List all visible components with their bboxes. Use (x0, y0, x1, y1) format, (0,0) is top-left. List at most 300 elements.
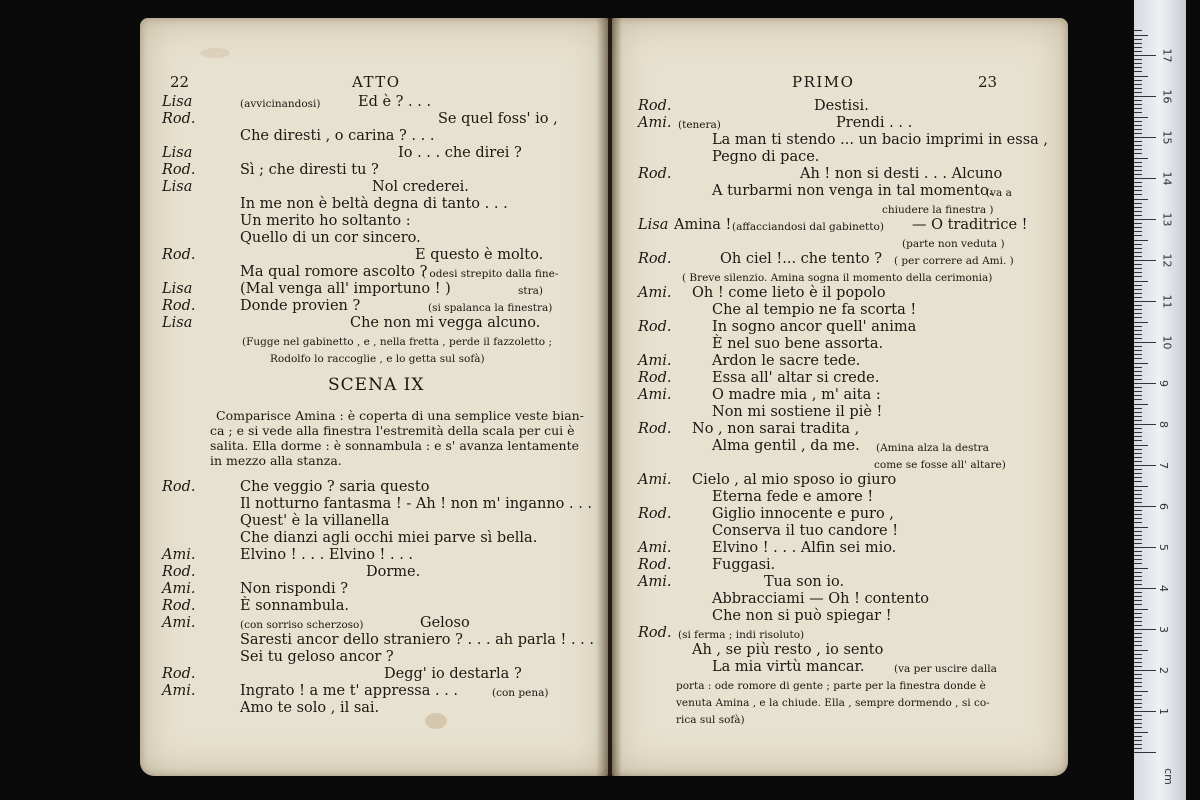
ruler-tick (1134, 84, 1142, 85)
stage-direction: (con pena) (492, 687, 549, 699)
ruler-tick (1134, 371, 1142, 372)
stage-direction: ( per correre ad Ami. ) (894, 255, 1014, 267)
speaker-name: Rod. (638, 166, 672, 182)
verse-line: La mia virtù mancar. (712, 659, 865, 675)
verse-line: Il notturno fantasma ! - Ah ! non m' inganno . . . (240, 496, 593, 512)
ruler-tick (1134, 510, 1142, 511)
speaker-name: Ami. (162, 547, 196, 563)
ruler-tick (1134, 297, 1142, 298)
ruler-tick (1134, 281, 1148, 282)
ruler-tick (1134, 440, 1142, 441)
ruler-tick (1134, 117, 1148, 118)
speaker-name: Lisa (162, 94, 193, 110)
ruler-tick (1134, 424, 1156, 425)
speaker-name: Ami. (638, 353, 672, 369)
speaker-name: Rod. (162, 111, 196, 127)
verse-line: Che non mi vegga alcuno. (350, 315, 541, 331)
ruler-tick (1134, 432, 1142, 433)
verse-line: Che non si può spiegar ! (712, 608, 892, 624)
ruler-tick (1134, 285, 1142, 286)
ruler-number: 15 (1160, 130, 1174, 145)
ruler-number: 1 (1157, 708, 1170, 715)
ruler-number: 17 (1160, 48, 1174, 63)
verse-line: O madre mia , m' aita : (712, 387, 881, 403)
verse-line: Degg' io destarla ? (384, 666, 522, 682)
ruler-tick (1134, 387, 1142, 388)
ruler-tick (1134, 264, 1142, 265)
speaker-name: Ami. (638, 115, 672, 131)
speaker-name: Lisa (162, 281, 193, 297)
ruler-tick (1134, 182, 1142, 183)
ruler-tick (1134, 162, 1142, 163)
ruler-tick (1134, 580, 1142, 581)
ruler-number: 11 (1160, 294, 1174, 309)
speaker-name: Lisa (638, 217, 669, 233)
verse-line: È nel suo bene assorta. (712, 336, 884, 352)
ruler-tick (1134, 272, 1142, 273)
speaker-name: Lisa (162, 179, 193, 195)
ruler-tick (1134, 346, 1142, 347)
ruler-tick (1134, 481, 1142, 482)
ruler-tick (1134, 231, 1142, 232)
ruler-tick (1134, 92, 1142, 93)
ruler-tick (1134, 170, 1142, 171)
ruler-tick (1134, 707, 1142, 708)
ruler-tick (1134, 469, 1142, 470)
ruler-tick (1134, 375, 1142, 376)
ruler-number: 16 (1160, 89, 1174, 104)
verse-line: Oh ciel !... che tento ? (720, 251, 883, 267)
ruler-tick (1134, 96, 1156, 97)
ruler-tick (1134, 715, 1142, 716)
ruler-tick (1134, 711, 1156, 712)
speaker-name: Lisa (162, 145, 193, 161)
ruler-tick (1134, 420, 1142, 421)
ruler-tick (1134, 350, 1142, 351)
ruler-tick (1134, 732, 1148, 733)
ruler-tick (1134, 260, 1156, 261)
speaker-name: Lisa (162, 315, 193, 331)
ruler-tick (1134, 588, 1156, 589)
ruler-tick (1134, 166, 1142, 167)
ruler-number: 2 (1157, 667, 1170, 674)
stage-direction: ( odesi strepito dalla fine- (422, 268, 559, 280)
ruler-tick (1134, 473, 1142, 474)
ruler-tick (1134, 47, 1142, 48)
verse-line: Nol crederei. (372, 179, 469, 195)
ruler-tick (1134, 76, 1148, 77)
speaker-name: Rod. (638, 625, 672, 641)
ruler-tick (1134, 654, 1142, 655)
ruler-tick (1134, 650, 1148, 651)
speaker-name: Rod. (638, 557, 672, 573)
ruler-unit: cm (1161, 768, 1175, 785)
verse-line: Ah , se più resto , io sento (692, 642, 884, 658)
speaker-name: Rod. (162, 666, 196, 682)
ruler-tick (1134, 203, 1142, 204)
ruler-tick (1134, 39, 1142, 40)
verse-line: A turbarmi non venga in tal momento. (712, 183, 994, 199)
verse-line: Prendi . . . (836, 115, 913, 131)
ruler-tick (1134, 268, 1142, 269)
ruler-tick (1134, 305, 1142, 306)
ruler-tick (1134, 404, 1148, 405)
ruler-tick (1134, 666, 1142, 667)
ruler-tick (1134, 572, 1142, 573)
ruler-tick (1134, 428, 1142, 429)
ruler-tick (1134, 35, 1148, 36)
verse-line: In sogno ancor quell' anima (712, 319, 917, 335)
verse-line: Che diresti , o carina ? . . . (240, 128, 435, 144)
speaker-name: Ami. (638, 574, 672, 590)
ruler-tick (1134, 334, 1142, 335)
stage-direction: (si ferma ; indi risoluto) (678, 629, 805, 641)
ruler-tick (1134, 727, 1142, 728)
ruler-tick (1134, 465, 1156, 466)
stage-direction: (Fugge nel gabinetto , e , nella fretta , perde il fazzoletto ; (242, 336, 552, 348)
ruler-tick (1134, 686, 1142, 687)
verse-line: Conserva il tuo candore ! (712, 523, 899, 539)
stage-direction: chiudere la finestra ) (882, 204, 994, 216)
ruler-tick (1134, 137, 1156, 138)
stage-direction: (Amina alza la destra (876, 442, 989, 454)
verse-line: Che al tempio ne fa scorta ! (712, 302, 917, 318)
ruler-tick (1134, 301, 1156, 302)
ruler-tick (1134, 506, 1156, 507)
ruler-tick (1134, 207, 1142, 208)
ruler-tick (1134, 551, 1142, 552)
ruler-tick (1134, 342, 1156, 343)
verse-line: Abbracciami — Oh ! contento (712, 591, 930, 607)
ruler-tick (1134, 490, 1142, 491)
ruler-tick (1134, 51, 1142, 52)
ruler-tick (1134, 412, 1142, 413)
speaker-name: Ami. (162, 581, 196, 597)
verse-line: Destisi. (814, 98, 869, 114)
verse-line: Ed è ? . . . (358, 94, 432, 110)
ruler-tick (1134, 600, 1142, 601)
running-header: PRIMO (792, 73, 855, 91)
ruler-tick (1134, 133, 1142, 134)
ruler-tick (1134, 461, 1142, 462)
ruler-tick (1134, 293, 1142, 294)
verse-line: Ah ! non si desti . . . Alcuno (800, 166, 1003, 182)
speaker-name: Rod. (162, 598, 196, 614)
speaker-name: Ami. (638, 472, 672, 488)
verse-line: Ardon le sacre tede. (712, 353, 861, 369)
speaker-name: Rod. (638, 370, 672, 386)
ruler-tick (1134, 699, 1142, 700)
verse-line: Ingrato ! a me t' appressa . . . (240, 683, 459, 699)
ruler-tick (1134, 256, 1142, 257)
stain (200, 48, 230, 58)
ruler-tick (1134, 613, 1142, 614)
stage-direction: stra) (518, 285, 543, 297)
ruler-tick (1134, 67, 1142, 68)
scene-description: Comparisce Amina : è coperta di una semplice veste bian- (216, 408, 584, 423)
stage-direction: (va a (986, 187, 1012, 199)
verse-line: Non rispondi ? (240, 581, 349, 597)
verse-line: Eterna fede e amore ! (712, 489, 874, 505)
ruler-tick (1134, 289, 1142, 290)
book-gutter (596, 18, 622, 776)
speaker-name: Rod. (162, 247, 196, 263)
verse-line: È sonnambula. (240, 598, 349, 614)
ruler-tick (1134, 584, 1142, 585)
ruler-tick (1134, 502, 1142, 503)
ruler-tick (1134, 748, 1142, 749)
ruler-tick (1134, 330, 1142, 331)
ruler-tick (1134, 149, 1142, 150)
ruler-tick (1134, 563, 1142, 564)
ruler-tick (1134, 145, 1142, 146)
ruler-tick (1134, 219, 1156, 220)
speaker-name: Rod. (162, 479, 196, 495)
speaker-name: Ami. (162, 683, 196, 699)
ruler-number: 7 (1157, 462, 1170, 469)
verse-line: La man ti stendo ... un bacio imprimi in essa , (712, 132, 1048, 148)
verse-line: Quello di un cor sincero. (240, 230, 421, 246)
verse-line: Elvino ! . . . Alfin sei mio. (712, 540, 897, 556)
scene-title: SCENA IX (328, 375, 425, 395)
verse-line: E questo è molto. (415, 247, 544, 263)
ruler-tick (1134, 129, 1142, 130)
ruler-tick (1134, 621, 1142, 622)
ruler-tick (1134, 531, 1142, 532)
ruler-tick (1134, 514, 1142, 515)
ruler-number: 4 (1157, 585, 1170, 592)
ruler-tick (1134, 227, 1142, 228)
ruler-tick (1134, 695, 1142, 696)
ruler-tick (1134, 153, 1142, 154)
ruler-number: 8 (1157, 421, 1170, 428)
ruler-tick (1134, 71, 1142, 72)
stage-direction: (tenera) (678, 119, 721, 131)
ruler-number: 9 (1157, 380, 1170, 387)
verse-line: Quest' è la villanella (240, 513, 390, 529)
ruler-tick (1134, 604, 1142, 605)
ruler-tick (1134, 568, 1148, 569)
ruler-tick (1134, 682, 1142, 683)
verse-line: Saresti ancor dello straniero ? . . . ah parla ! . . . (240, 632, 594, 648)
verse-line: Geloso (420, 615, 470, 631)
stage-direction: (affacciandosi dal gabinetto) (732, 221, 884, 233)
stage-direction: porta : ode romore di gente ; parte per la finestra donde è (676, 680, 986, 692)
ruler-tick (1134, 723, 1142, 724)
verse-line: Alma gentil , da me. (712, 438, 860, 454)
ruler-tick (1134, 30, 1142, 31)
ruler-tick (1134, 658, 1142, 659)
scene-description: ca ; e si vede alla finestra l'estremità della scala per cui è (210, 423, 575, 438)
ruler-number: 14 (1160, 171, 1174, 186)
stage-direction: ( Breve silenzio. Amina sogna il momento della cerimonia) (682, 272, 993, 284)
ruler-tick (1134, 223, 1142, 224)
ruler-number: 5 (1157, 544, 1170, 551)
verse-line: Fuggasi. (712, 557, 776, 573)
verse-line: Tua son io. (764, 574, 845, 590)
verse-line: Giglio innocente e puro , (712, 506, 894, 522)
ruler-tick (1134, 744, 1142, 745)
ruler-tick (1134, 576, 1142, 577)
ruler-tick (1134, 399, 1142, 400)
ruler-number: 12 (1160, 253, 1174, 268)
ruler-tick (1134, 445, 1148, 446)
verse-line: Un merito ho soltanto : (240, 213, 411, 229)
ruler-tick (1134, 59, 1142, 60)
speaker-name: Ami. (162, 615, 196, 631)
verse-line: Amina ! (674, 217, 732, 233)
stage-direction: (si spalanca la finestra) (428, 302, 553, 314)
ruler-tick (1134, 539, 1142, 540)
ruler-tick (1134, 617, 1142, 618)
verse-line: — O traditrice ! (912, 217, 1028, 233)
ruler-tick (1134, 477, 1142, 478)
page-number: 22 (170, 73, 190, 91)
verse-line: Se quel foss' io , (438, 111, 558, 127)
verse-line: Sì ; che diresti tu ? (240, 162, 379, 178)
ruler-tick (1134, 449, 1142, 450)
verse-line: Amo te solo , il sai. (240, 700, 380, 716)
ruler-tick (1134, 276, 1142, 277)
verse-line: No , non sarai tradita , (692, 421, 860, 437)
speaker-name: Rod. (162, 298, 196, 314)
verse-line: Dorme. (366, 564, 421, 580)
ruler-tick (1134, 100, 1142, 101)
ruler-tick (1134, 674, 1142, 675)
ruler-tick (1134, 358, 1142, 359)
ruler-number: 13 (1160, 212, 1174, 227)
ruler-tick (1134, 309, 1142, 310)
ruler-number: 3 (1157, 626, 1170, 633)
ruler-tick (1134, 178, 1156, 179)
ruler-tick (1134, 527, 1148, 528)
ruler-tick (1134, 395, 1142, 396)
ruler-tick (1134, 609, 1148, 610)
ruler-tick (1134, 453, 1142, 454)
ruler-tick (1134, 313, 1142, 314)
ruler-tick (1134, 596, 1142, 597)
ruler-tick (1134, 240, 1148, 241)
running-header: ATTO (352, 73, 401, 91)
ruler-tick (1134, 752, 1156, 753)
speaker-name: Ami. (638, 540, 672, 556)
verse-line: Non mi sostiene il piè ! (712, 404, 883, 420)
verse-line: Ma qual romore ascolto ? (240, 264, 428, 280)
ruler-tick (1134, 104, 1142, 105)
ruler-tick (1134, 629, 1156, 630)
ruler-tick (1134, 494, 1142, 495)
ruler-tick (1134, 662, 1142, 663)
stage-direction: come se fosse all' altare) (874, 459, 1006, 471)
measuring-ruler (1134, 0, 1186, 800)
ruler-tick (1134, 592, 1142, 593)
ruler-tick (1134, 736, 1142, 737)
ruler-tick (1134, 235, 1142, 236)
stage-direction: (va per uscire dalla (894, 663, 997, 675)
ruler-tick (1134, 354, 1142, 355)
ruler-tick (1134, 125, 1142, 126)
ruler-tick (1134, 174, 1142, 175)
ruler-tick (1134, 252, 1142, 253)
verse-line: Sei tu geloso ancor ? (240, 649, 394, 665)
speaker-name: Rod. (162, 162, 196, 178)
ruler-tick (1134, 199, 1148, 200)
ruler-tick (1134, 158, 1148, 159)
ruler-tick (1134, 186, 1142, 187)
stage-direction: rica sul sofà) (676, 714, 745, 726)
verse-line: Donde provien ? (240, 298, 361, 314)
ruler-tick (1134, 63, 1142, 64)
stage-direction: (avvicinandosi) (240, 98, 321, 110)
verse-line: Elvino ! . . . Elvino ! . . . (240, 547, 414, 563)
ruler-tick (1134, 80, 1142, 81)
ruler-number: 6 (1157, 503, 1170, 510)
ruler-tick (1134, 641, 1142, 642)
ruler-tick (1134, 326, 1142, 327)
verse-line: Cielo , al mio sposo io giuro (692, 472, 897, 488)
ruler-tick (1134, 625, 1142, 626)
ruler-tick (1134, 436, 1142, 437)
ruler-tick (1134, 522, 1142, 523)
right-page (612, 18, 1068, 776)
speaker-name: Rod. (638, 251, 672, 267)
ruler-tick (1134, 691, 1148, 692)
ruler-tick (1134, 317, 1142, 318)
ruler-tick (1134, 703, 1142, 704)
verse-line: Che dianzi agli occhi miei parve sì bella. (240, 530, 538, 546)
stage-direction: (con sorriso scherzoso) (240, 619, 364, 631)
ruler-tick (1134, 555, 1142, 556)
ruler-tick (1134, 112, 1142, 113)
ruler-tick (1134, 408, 1142, 409)
left-page (140, 18, 608, 776)
ruler-tick (1134, 486, 1148, 487)
speaker-name: Rod. (638, 98, 672, 114)
verse-line: In me non è beltà degna di tanto . . . (240, 196, 508, 212)
stage-direction: (parte non veduta ) (902, 238, 1005, 250)
page-number: 23 (978, 73, 998, 91)
ruler-tick (1134, 190, 1142, 191)
ruler-tick (1134, 645, 1142, 646)
scene-description: salita. Ella dorme : è sonnambula : e s' avanza lentamente (210, 438, 579, 453)
ruler-tick (1134, 55, 1156, 56)
ruler-tick (1134, 498, 1142, 499)
ruler-tick (1134, 248, 1142, 249)
ruler-tick (1134, 121, 1142, 122)
ruler-tick (1134, 535, 1142, 536)
ruler-number: 10 (1160, 335, 1174, 350)
ruler-tick (1134, 383, 1156, 384)
ruler-tick (1134, 211, 1142, 212)
scene-description: in mezzo alla stanza. (210, 453, 342, 468)
ruler-tick (1134, 244, 1142, 245)
ruler-tick (1134, 194, 1142, 195)
ruler-tick (1134, 518, 1142, 519)
ruler-tick (1134, 322, 1148, 323)
stain (425, 713, 447, 729)
ruler-tick (1134, 416, 1142, 417)
ruler-tick (1134, 633, 1142, 634)
ruler-tick (1134, 88, 1142, 89)
ruler-tick (1134, 457, 1142, 458)
ruler-tick (1134, 637, 1142, 638)
verse-line: Io . . . che direi ? (398, 145, 522, 161)
ruler-tick (1134, 678, 1142, 679)
speaker-name: Rod. (638, 506, 672, 522)
ruler-tick (1134, 719, 1142, 720)
ruler-tick (1134, 559, 1142, 560)
stage-direction: Rodolfo lo raccoglie , e lo getta sul sofà) (270, 353, 485, 365)
